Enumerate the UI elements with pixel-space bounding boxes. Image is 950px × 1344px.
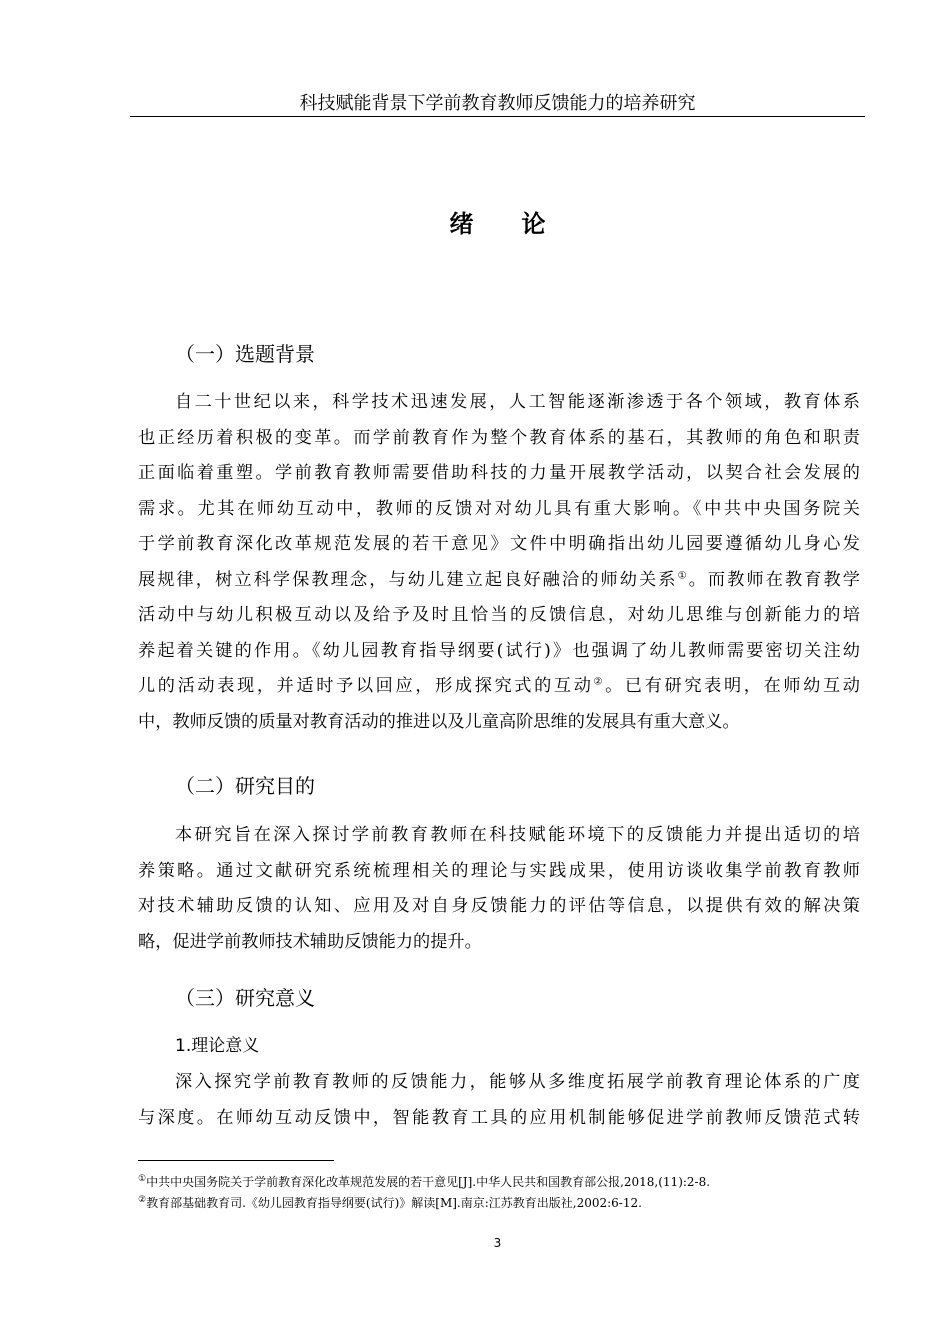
text-segment: 。而教师在教育教学 xyxy=(688,569,860,590)
text-line: 深入探究学前教育教师的反馈能力，能够从多维度拓展学前教育理论体系的广度 xyxy=(175,1072,860,1092)
text-line: 养起着关键的作用。《幼儿园教育指导纲要(试行)》也强调了幼儿教师需要密切关注幼 xyxy=(138,640,860,661)
footnote-separator xyxy=(138,1160,334,1161)
text-line: 于学前教育深化改革规范发展的若干意见》文件中明确指出幼儿园要遵循幼儿身心发 xyxy=(138,534,860,554)
text-line: 也正经历着积极的变革。而学前教育作为整个教育体系的基石，其教师的角色和职责 xyxy=(138,427,860,448)
text-line-with-footnote xyxy=(138,563,860,599)
text-line: 本研究旨在深入探讨学前教育教师在科技赋能环境下的反馈能力并提出适切的培 xyxy=(175,825,860,845)
footnote-text: 中共中央国务院关于学前教育深化改革规范发展的若干意见[J].中华人民共和国教育部公报,2018,(11):2-8. xyxy=(146,1175,711,1189)
text-segment: 。已有研究表明，在师幼互动 xyxy=(605,676,860,696)
text-segment: 展规律，树立科学保教理念，与幼儿建立起良好融洽的师幼关系 xyxy=(138,569,678,590)
footnote-mark: ① xyxy=(138,1174,147,1184)
text-segment: 儿的活动表现，并适时予以回应，形成探究式的互动 xyxy=(138,676,594,696)
text-line: 与深度。在师幼互动反馈中，智能教育工具的应用机制能够促进学前教师反馈范式转 xyxy=(138,1107,860,1128)
paragraph-background xyxy=(138,385,860,740)
running-header: 科技赋能背景下学前教育教师反馈能力的培养研究 xyxy=(299,93,696,114)
text-line: 需求。尤其在师幼互动中，教师的反馈对对幼儿具有重大影响。《中共中央国务院关 xyxy=(138,498,860,519)
footnotes xyxy=(138,1172,860,1214)
footnote-mark: ② xyxy=(138,1195,147,1205)
section-heading-background: （一）选题背景 xyxy=(175,342,315,366)
footnote-text: 教育部基础教育司.《幼儿园教育指导纲要(试行)》解读[M].南京:江苏教育出版社,2002:6-12. xyxy=(146,1196,642,1210)
subheading-theoretical-significance: 1.理论意义 xyxy=(175,1036,260,1056)
text-line-with-footnote xyxy=(138,669,860,705)
text-line: 自二十世纪以来，科学技术迅速发展，人工智能逐渐渗透于各个领域，教育体系 xyxy=(175,392,860,412)
page-number: 3 xyxy=(493,1236,502,1250)
footnote-ref-2[interactable]: ② xyxy=(593,676,606,688)
footnote-2 xyxy=(138,1193,860,1214)
text-line: 略，促进学前教师技术辅助反馈能力的提升。 xyxy=(138,931,482,952)
paragraph-significance xyxy=(138,1065,860,1136)
text-line: 对技术辅助反馈的认知、应用及对自身反馈能力的评估等信息，以提供有效的解决策 xyxy=(138,896,860,916)
footnote-ref-1[interactable]: ① xyxy=(677,569,689,581)
paragraph-purpose xyxy=(138,818,860,960)
text-line: 养策略。通过文献研究系统梳理相关的理论与实践成果，使用访谈收集学前教育教师 xyxy=(138,860,860,881)
text-line: 中，教师反馈的质量对教育活动的推进以及儿童高阶思维的发展具有重大意义。 xyxy=(138,711,740,732)
section-heading-significance: （三）研究意义 xyxy=(175,986,315,1010)
header-rule xyxy=(130,116,865,117)
section-heading-purpose: （二）研究目的 xyxy=(175,774,315,798)
text-line: 活动中与幼儿积极互动以及给予及时且恰当的反馈信息，对幼儿思维与创新能力的培 xyxy=(138,605,860,625)
text-line: 正面临着重塑。学前教育教师需要借助科技的力量开展教学活动，以契合社会发展的 xyxy=(138,463,860,483)
footnote-1 xyxy=(138,1172,860,1193)
chapter-title: 绪论 xyxy=(449,209,594,238)
